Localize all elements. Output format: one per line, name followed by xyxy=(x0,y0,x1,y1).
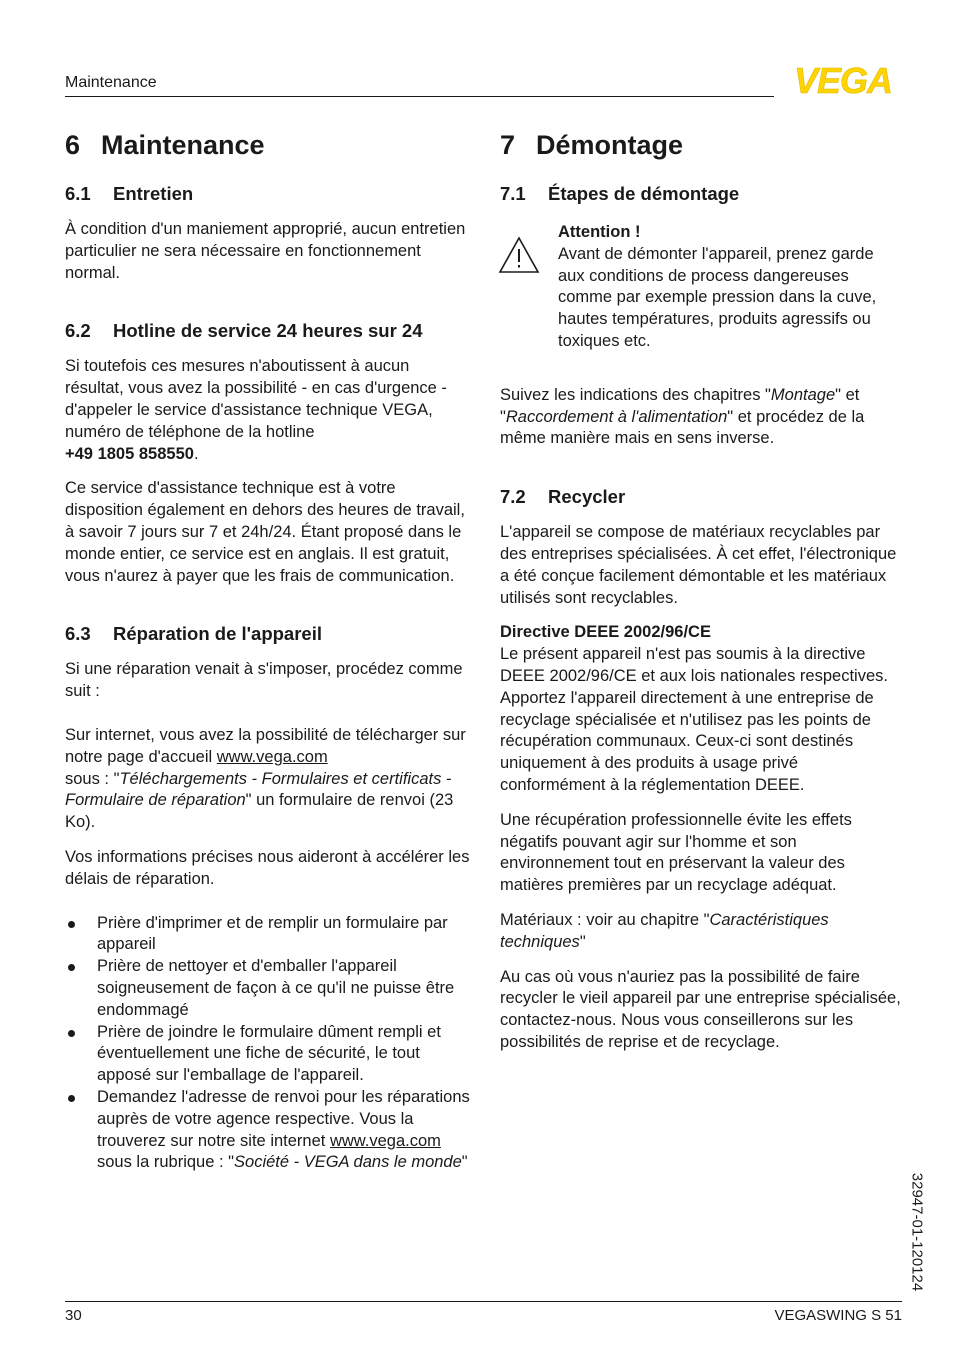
page-number: 30 xyxy=(65,1307,82,1324)
warning-text: Avant de démonter l'appareil, prenez garde aux conditions de process dangereuses comme par exemple pression dans la cuve, hautes températures, produits agressifs ou toxiques etc. xyxy=(558,244,877,350)
vega-site-link[interactable]: www.vega.com xyxy=(329,1131,441,1150)
chapter-6-title: 6 Maintenance xyxy=(65,130,265,160)
product-name: VEGASWING S 51 xyxy=(774,1307,902,1324)
vega-link[interactable]: www.vega.com xyxy=(216,747,328,766)
section-6-1-text: À condition d'un maniement approprié, aucun entretien particulier ne sera nécessaire en fonctionnement normal. xyxy=(65,220,466,282)
repair-intro: Si une réparation venait à s'imposer, procédez comme suit : xyxy=(65,660,463,701)
section-7-2-heading: 7.2 Recycler xyxy=(500,486,626,508)
list-item: Prière de joindre le formulaire dûment rempli et éventuellement une fiche de sécurité, le tout apposé sur l'emballage de l'appareil. xyxy=(65,1022,470,1087)
materials-paragraph: Matériaux : voir au chapitre "Caractéristiques techniques" xyxy=(500,910,829,951)
download-paragraph: Sur internet, vous avez la possibilité de télécharger sur notre page d'accueil www.vega.com sous : "Téléchargements - Formulaires et certificats - Formulaire de réparation" un formulaire de renvoi (23 Ko). xyxy=(65,725,466,832)
section-6-2-heading: 6.2 Hotline de service 24 heures sur 24 xyxy=(65,320,423,342)
right-column xyxy=(500,128,903,1067)
recycle-paragraph: L'appareil se compose de matériaux recyclables par des entreprises spécialisées. À cet effet, l'électronique a été conçue facilement démontable et les matériaux utilisés sont recyclables. xyxy=(500,523,897,607)
hotline-number: +49 1805 858550 xyxy=(65,444,194,463)
footer-rule xyxy=(65,1301,902,1302)
list-item: Prière de nettoyer et d'emballer l'appareil soigneusement de façon à ce qu'il ne puisse être endommagé xyxy=(65,956,470,1021)
directive-title: Directive DEEE 2002/96/CE xyxy=(500,623,711,642)
service-paragraph: Ce service d'assistance technique est à votre disposition également en dehors des heures de travail, à savoir 7 jours sur 7 et 24h/24. Étant proposé dans le monde entier, ce service est en anglais. Il est gratuit, vous n'aurez à payer que les frais de communication. xyxy=(65,479,465,585)
header-rule xyxy=(65,96,774,97)
contact-paragraph: Au cas où vous n'auriez pas la possibilité de faire recycler le vieil appareil par une entreprise spécialisée, contactez-nous. Nous vous conseillerons sur les possibilités de reprise et de recyclage. xyxy=(500,967,901,1051)
svg-text:VEGA: VEGA xyxy=(793,64,893,96)
section-7-1-heading: 7.1 Étapes de démontage xyxy=(500,183,740,204)
directive-block: Directive DEEE 2002/96/CE Le présent appareil n'est pas soumis à la directive DEEE 2002/96/CE et aux lois nationales respectives. Apportez l'appareil directement à une entreprise de recyclage spécialisée et n'utilisez pas les points de récupération communaux. Ceux-ci sont destinés uniquement à des produits à usage privé conformément à la réglementation DEEE. xyxy=(500,623,888,794)
section-6-3-heading: 6.3 Réparation de l'appareil xyxy=(65,623,322,645)
list-item: Prière d'imprimer et de remplir un formulaire par appareil xyxy=(65,913,470,957)
warning-block xyxy=(500,222,903,353)
attention-label: Attention ! xyxy=(558,223,641,241)
left-column xyxy=(65,128,470,1174)
chapter-7-title: 7 Démontage xyxy=(500,130,684,160)
dismount-instructions: Suivez les indications des chapitres "Montage" et "Raccordement à l'alimentation" et procédez de la même manière mais en sens inverse. xyxy=(500,385,865,448)
recovery-paragraph: Une récupération professionnelle évite les effets négatifs pouvant agir sur l'homme et son environnement tout en préservant la valeur des matières premières par un recyclage adéquat. xyxy=(500,810,852,895)
vega-logo xyxy=(784,64,902,96)
accelerate-paragraph: Vos informations précises nous aideront à accélérer les délais de réparation. xyxy=(65,847,470,888)
running-header: Maintenance xyxy=(65,74,157,91)
repair-steps-list xyxy=(65,913,470,1175)
list-item: Demandez l'adresse de renvoi pour les réparations auprès de votre agence respective. Vous la trouverez sur notre site internet www.vega.com sous la rubrique : "Société - VEGA dans le monde" xyxy=(65,1087,470,1174)
section-6-1-heading: 6.1 Entretien xyxy=(65,183,194,204)
document-number: 32947-01-120124 xyxy=(908,1172,926,1292)
hotline-paragraph: Si toutefois ces mesures n'aboutissent à aucun résultat, vous avez la possibilité - en cas d'urgence - d'appeler le service d'assistance technique VEGA, numéro de téléphone de la hotline +49 1805 858550. xyxy=(65,357,447,463)
warning-triangle-icon xyxy=(498,236,540,274)
